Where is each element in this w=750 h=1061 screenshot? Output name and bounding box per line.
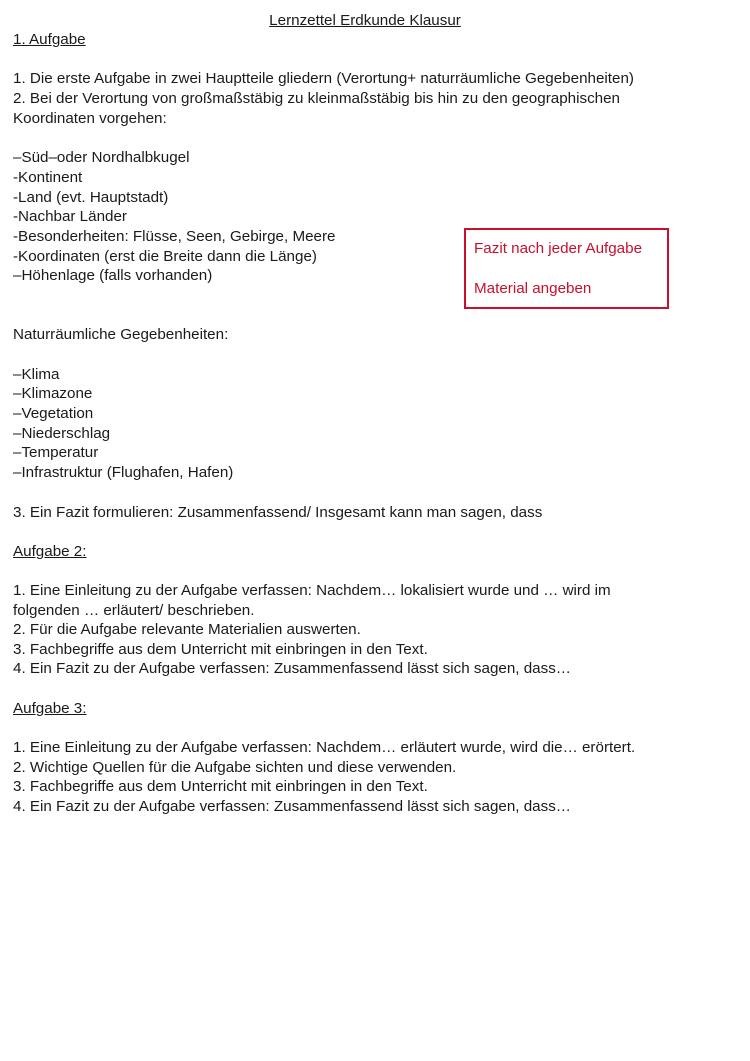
verortung-item: –Höhenlage (falls vorhanden) bbox=[13, 267, 213, 284]
aufgabe3-step: 2. Wichtige Quellen für die Aufgabe sichten und diese verwenden. bbox=[13, 759, 457, 776]
aufgabe2-step: 2. Für die Aufgabe relevante Materialien auswerten. bbox=[13, 621, 361, 638]
aufgabe3-step: 1. Eine Einleitung zu der Aufgabe verfassen: Nachdem… erläutert wurde, wird die… erörtert. bbox=[13, 739, 636, 756]
natur-item: –Klimazone bbox=[13, 385, 93, 402]
aufgabe1-step-1: 1. Die erste Aufgabe in zwei Hauptteile gliedern (Verortung+ naturräumliche Gegebenheiten) bbox=[13, 70, 634, 87]
verortung-item: -Koordinaten (erst die Breite dann die Länge) bbox=[13, 248, 317, 265]
page-title: Lernzettel Erdkunde Klausur bbox=[269, 12, 461, 29]
aufgabe2-step: folgenden … erläutert/ beschrieben. bbox=[13, 602, 255, 619]
reminder-line-fazit: Fazit nach jeder Aufgabe bbox=[474, 240, 643, 257]
aufgabe3-step: 4. Ein Fazit zu der Aufgabe verfassen: Zusammenfassend lässt sich sagen, dass… bbox=[13, 798, 571, 815]
verortung-item: –Süd–oder Nordhalbkugel bbox=[13, 149, 190, 166]
aufgabe1-heading: 1. Aufgabe bbox=[13, 31, 86, 48]
verortung-item: -Nachbar Länder bbox=[13, 208, 127, 225]
aufgabe1-fazit: 3. Ein Fazit formulieren: Zusammenfassend/ Insgesamt kann man sagen, dass bbox=[13, 504, 543, 521]
natur-heading: Naturräumliche Gegebenheiten: bbox=[13, 326, 229, 343]
natur-item: –Niederschlag bbox=[13, 425, 111, 442]
reminder-box bbox=[464, 228, 669, 309]
natur-item: –Klima bbox=[13, 366, 60, 383]
aufgabe2-step: 3. Fachbegriffe aus dem Unterricht mit einbringen in den Text. bbox=[13, 641, 428, 658]
aufgabe2-heading: Aufgabe 2: bbox=[13, 543, 87, 560]
aufgabe3-heading: Aufgabe 3: bbox=[13, 700, 87, 717]
aufgabe1-step-2-cont: Koordinaten vorgehen: bbox=[13, 110, 167, 127]
verortung-item: -Kontinent bbox=[13, 169, 83, 186]
aufgabe2-step: 4. Ein Fazit zu der Aufgabe verfassen: Zusammenfassend lässt sich sagen, dass… bbox=[13, 660, 571, 677]
verortung-item: -Besonderheiten: Flüsse, Seen, Gebirge, Meere bbox=[13, 228, 336, 245]
reminder-line-material: Material angeben bbox=[474, 280, 592, 297]
natur-item: –Infrastruktur (Flughafen, Hafen) bbox=[13, 464, 234, 481]
verortung-item: -Land (evt. Hauptstadt) bbox=[13, 189, 169, 206]
aufgabe1-step-2: 2. Bei der Verortung von großmaßstäbig zu kleinmaßstäbig bis hin zu den geographischen bbox=[13, 90, 621, 107]
natur-item: –Vegetation bbox=[13, 405, 94, 422]
aufgabe2-step: 1. Eine Einleitung zu der Aufgabe verfassen: Nachdem… lokalisiert wurde und … wird im bbox=[13, 582, 611, 599]
aufgabe3-step: 3. Fachbegriffe aus dem Unterricht mit einbringen in den Text. bbox=[13, 778, 428, 795]
natur-item: –Temperatur bbox=[13, 444, 99, 461]
